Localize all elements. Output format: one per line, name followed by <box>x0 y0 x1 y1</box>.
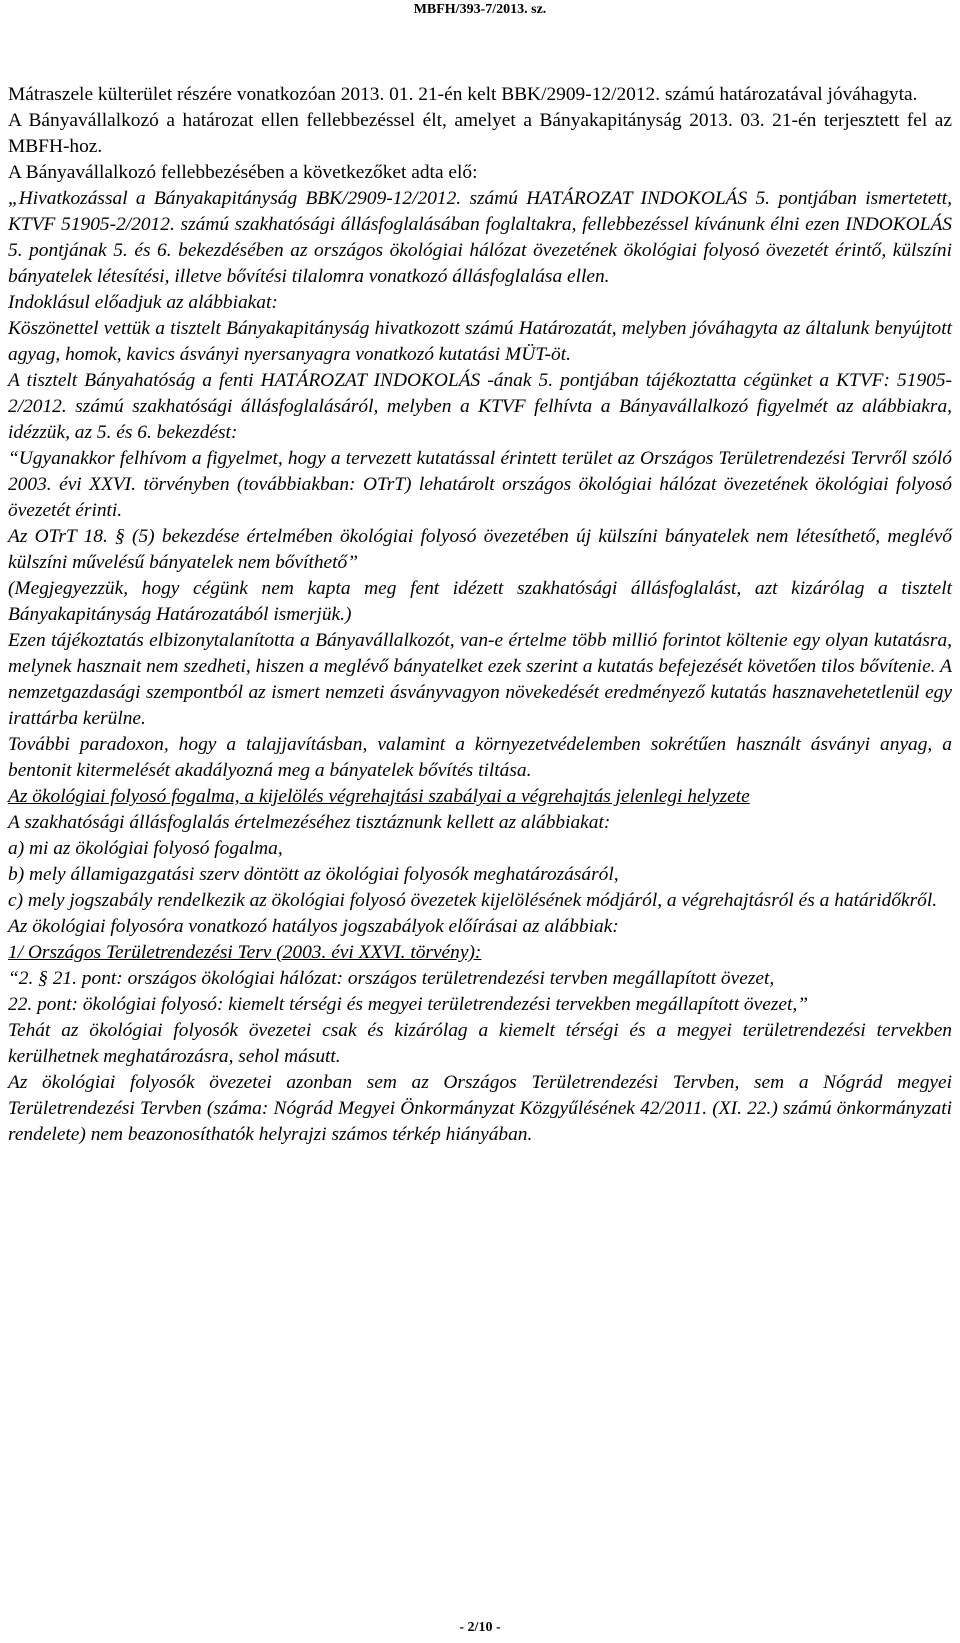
paragraph: Az ökológiai folyosók övezetei azonban sem az Országos Területrendezési Tervben, sem a Nógrád megyei Területrendezési Tervben (száma: Nógrád Megyei Önkormányzat Közgyűlésének 42/2011. (XI. 22.) számú önkormányzati rendelete) nem beazonosíthatók helyrajzi számos térkép hiányában. <box>8 1072 952 1145</box>
paragraph: A Bányavállalkozó fellebbezésében a következőket adta elő: <box>8 162 478 183</box>
paragraph: „Hivatkozással a Bányakapitányság BBK/2909-12/2012. számú HATÁROZAT INDOKOLÁS 5. pontjában ismertetett, KTVF 51905-2/2012. számú szakhatósági állásfoglalásában foglaltakra, fellebbezéssel kívánunk élni ezen INDOKOLÁS 5. pontjának 5. és 6. bekezdésében az országos ökológiai hálózat övezetének ökológiai folyosó övezetét érintő, külszíni bányatelek létesítési, illetve bővítési tilalomra vonatkozó állásfoglalása ellen. <box>8 188 952 287</box>
paragraph: Ezen tájékoztatás elbizonytalanította a Bányavállalkozót, van-e értelme több millió forintot költenie egy olyan kutatásra, melynek hasznait nem szedheti, hiszen a meglévő bányatelket ezek szerint a kutatás befejezését követően tilos bővítenie. A nemzetgazdasági szempontból az ismert nemzeti ásványvagyon növekedését eredményező kutatás hasznavehetetlenül egy irattárba kerülne. <box>8 630 952 729</box>
document-number-header: MBFH/393-7/2013. sz. <box>413 2 547 17</box>
paragraph: “2. § 21. pont: országos ökológiai hálózat: országos területrendezési tervben megállapított övezet, <box>8 968 775 989</box>
paragraph: Tehát az ökológiai folyosók övezetei csak és kizárólag a kiemelt térségi és a megyei területrendezési tervekben kerülhetnek meghatározásra, sehol másutt. <box>8 1020 952 1067</box>
paragraph: Köszönettel vettük a tisztelt Bányakapitányság hivatkozott számú Határozatát, melyben jóváhagyta az általunk benyújtott agyag, homok, kavics ásványi nyersanyagra vonatkozó kutatási MÜT-öt. <box>8 318 952 365</box>
paragraph: Mátraszele külterület részére vonatkozóan 2013. 01. 21-én kelt BBK/2909-12/2012. számú határozatával jóváhagyta. <box>8 84 918 105</box>
paragraph: (Megjegyezzük, hogy cégünk nem kapta meg fent idézett szakhatósági állásfoglalást, azt kizárólag a tisztelt Bányakapitányság Határozatából ismerjük.) <box>8 578 952 625</box>
paragraph: További paradoxon, hogy a talajjavításban, valamint a környezetvédelemben sokrétűen használt ásványi anyag, a bentonit kitermelését akadályozná meg a bányatelek bővítés tiltása. <box>8 734 952 781</box>
paragraph: A Bányavállalkozó a határozat ellen fellebbezéssel élt, amelyet a Bányakapitányság 2013. 03. 21-én terjesztett fel az MBFH-hoz. <box>8 110 952 157</box>
paragraph: Az ökológiai folyosó fogalma, a kijelölés végrehajtási szabályai a végrehajtás jelenlegi helyzete <box>8 786 750 807</box>
paragraph: Az ökológiai folyosóra vonatkozó hatályos jogszabályok előírásai az alábbiak: <box>8 916 619 937</box>
paragraph: 22. pont: ökológiai folyosó: kiemelt térségi és megyei területrendezési tervekben megállapított övezet,” <box>8 994 809 1015</box>
paragraph: c) mely jogszabály rendelkezik az ökológiai folyosó övezetek kijelölésének módjáról, a végrehajtásról és a határidőkről. <box>8 890 938 911</box>
paragraph: A szakhatósági állásfoglalás értelmezéséhez tisztáznunk kellett az alábbiakat: <box>8 812 611 833</box>
document-body <box>8 82 952 1148</box>
paragraph: A tisztelt Bányahatóság a fenti HATÁROZAT INDOKOLÁS -ának 5. pontjában tájékoztatta cégünket a KTVF: 51905-2/2012. számú szakhatósági állásfoglalásáról, melyben a KTVF felhívta a Bányavállalkozó figyelmét az alábbiakra, idézzük, az 5. és 6. bekezdést: <box>8 370 952 443</box>
page-indicator: - 2/10 - <box>459 1620 501 1635</box>
paragraph: “Ugyanakkor felhívom a figyelmet, hogy a tervezett kutatással érintett terület az Országos Területrendezési Tervről szóló 2003. évi XXVI. törvényben (továbbiakban: OTrT) lehatárolt országos ökológiai hálózat övezetének ökológiai folyosó övezetét érinti. <box>8 448 952 521</box>
paragraph: b) mely államigazgatási szerv döntött az ökológiai folyosók meghatározásáról, <box>8 864 619 885</box>
paragraph: Az OTrT 18. § (5) bekezdése értelmében ökológiai folyosó övezetében új külszíni bányatelek nem létesíthető, meglévő külszíni művelésű bányatelek nem bővíthető” <box>8 526 952 573</box>
paragraph: Indoklásul előadjuk az alábbiakat: <box>8 292 278 313</box>
paragraph: a) mi az ökológiai folyosó fogalma, <box>8 838 283 859</box>
paragraph: 1/ Országos Területrendezési Terv (2003. évi XXVI. törvény): <box>8 942 482 963</box>
